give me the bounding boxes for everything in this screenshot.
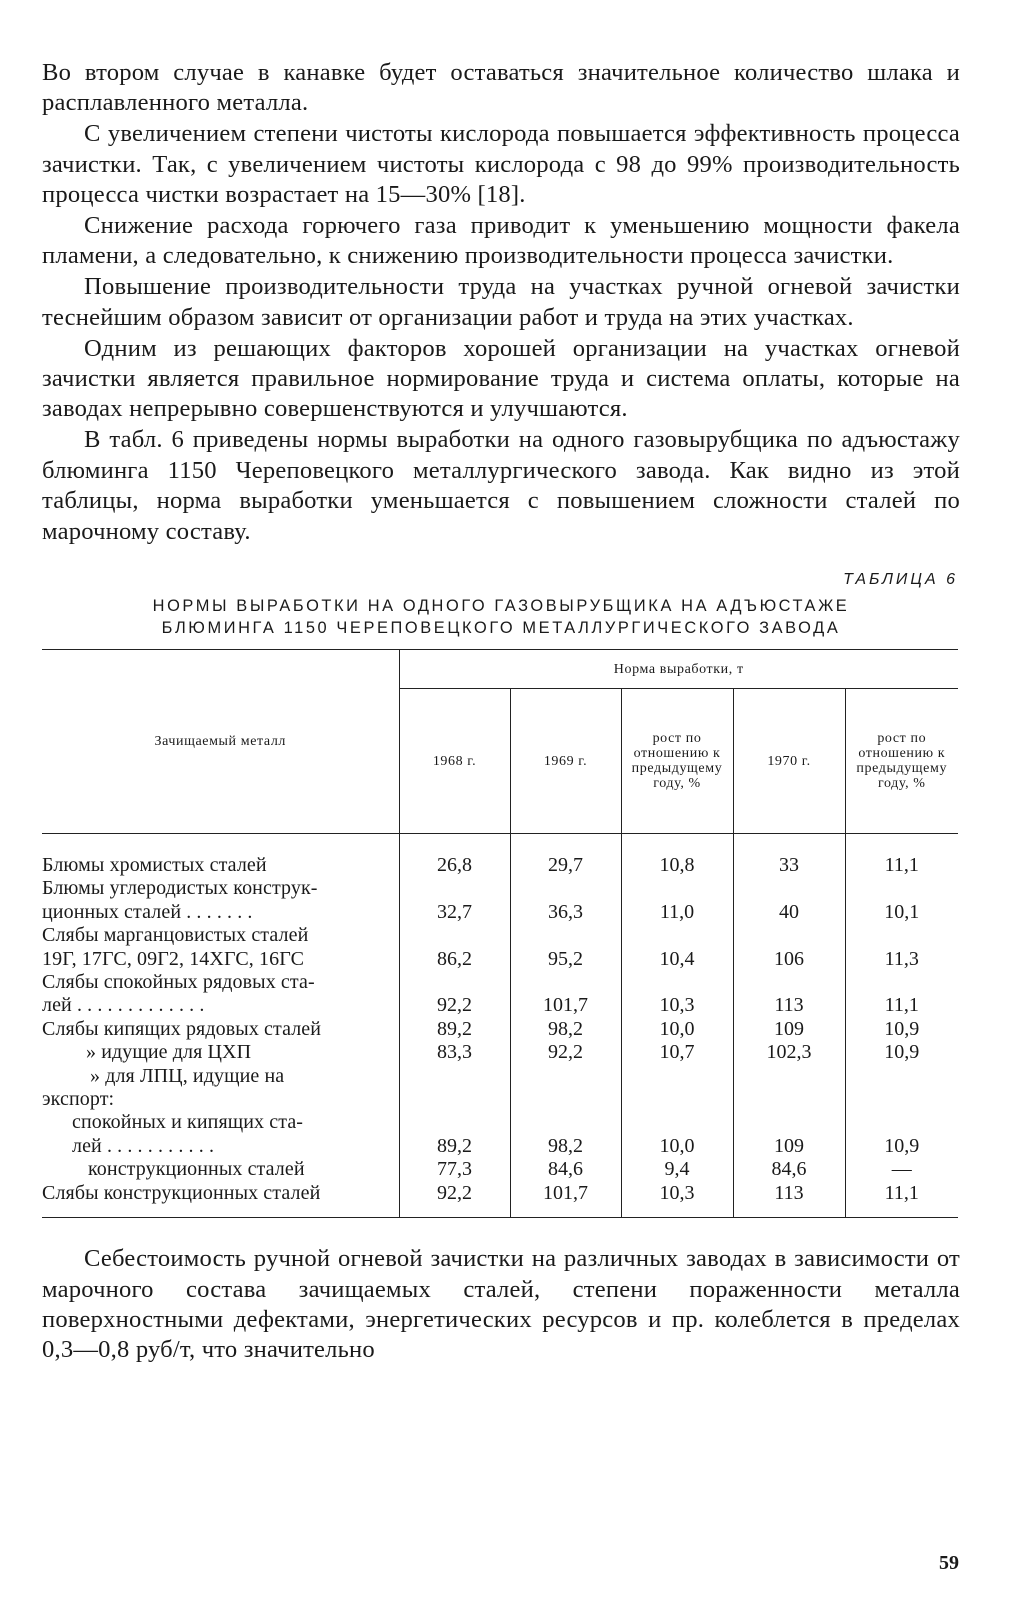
- cell-1968: [399, 1088, 510, 1111]
- cell-1968: 89,2: [399, 1135, 510, 1158]
- cell-1969: [510, 1088, 621, 1111]
- cell-1970: 102,3: [733, 1041, 845, 1064]
- header-metal: Зачищаемый металл: [42, 650, 399, 834]
- cell-growth-2: 11,1: [845, 854, 958, 877]
- row-name: экспорт:: [42, 1088, 115, 1111]
- header-1969: 1969 г.: [510, 689, 621, 834]
- cell-1969: 95,2: [510, 948, 621, 971]
- cell-growth-2: —: [845, 1158, 958, 1181]
- paragraph-5: Одним из решающих факторов хорошей организации на участках огневой зачистки является правильное нормирование труда и система оплаты, которые на заводах непрерывно совершенствуются и улучшаются.: [42, 334, 960, 423]
- cell-growth-1: [621, 1065, 733, 1088]
- table-row: [42, 1135, 958, 1158]
- cell-growth-2: [845, 1088, 958, 1111]
- paragraph-4: Повышение производительности труда на участках ручной огневой зачистки теснейшим образом зависит от организации работ и труда на этих участках.: [42, 273, 960, 331]
- row-name: конструкционных сталей: [88, 1158, 305, 1181]
- cell-growth-1: [621, 877, 733, 900]
- paragraph-6: В табл. 6 приведены нормы выработки на одного газовырубщика по адъюстажу блюминга 1150 Череповецкого металлургического завода. Как видно из этой таблицы, норма выработки уменьшается с повышением сложности сталей по марочному составу.: [42, 426, 960, 545]
- row-name: Блюмы хромистых сталей: [42, 854, 267, 876]
- cell-1970: [733, 1065, 845, 1088]
- table-row: [42, 1018, 958, 1041]
- cell-1969: 101,7: [510, 1182, 621, 1218]
- paragraph-3: Снижение расхода горючего газа приводит к уменьшению мощности факела пламени, а следовательно, к снижению производительности процесса зачистки.: [42, 212, 960, 270]
- paragraph-1: Во втором случае в канавке будет оставаться значительное количество шлака и расплавленного металла.: [42, 59, 960, 117]
- cell-growth-1: 10,4: [621, 948, 733, 971]
- cell-growth-2: [845, 971, 958, 994]
- row-name: Блюмы углеродистых конструк-: [42, 877, 318, 900]
- cell-1970: 109: [733, 1018, 845, 1041]
- cell-1968: 92,2: [399, 994, 510, 1017]
- cell-1969: [510, 924, 621, 947]
- row-name: лей . . . . . . . . . . . . .: [42, 994, 205, 1017]
- cell-1969: [510, 1065, 621, 1088]
- header-growth-2: рост по отношению к предыдущему году, %: [845, 689, 958, 834]
- cell-1970: 40: [733, 901, 845, 924]
- table-row: [42, 971, 958, 994]
- cell-growth-1: [621, 1088, 733, 1111]
- cell-growth-1: 9,4: [621, 1158, 733, 1181]
- row-name: ционных сталей . . . . . . .: [42, 900, 253, 923]
- cell-1969: [510, 971, 621, 994]
- cell-1969: [510, 877, 621, 900]
- paragraph-bottom: Себестоимость ручной огневой зачистки на различных заводах в зависимости от марочного состава зачищаемых сталей, степени пораженности металла поверхностными дефектами, энергетических ресурсов и пр. колеблется в пределах 0,3—0,8 руб/т, что значительно: [42, 1245, 960, 1364]
- paragraph-2: С увеличением степени чистоты кислорода повышается эффективность процесса зачистки. Так, с увеличением чистоты кислорода с 98 до 99% производительность процесса чистки возрастает на 15—30% [18].: [42, 120, 960, 209]
- header-1970: 1970 г.: [733, 689, 845, 834]
- cell-growth-1: 10,3: [621, 994, 733, 1017]
- cell-growth-1: [621, 971, 733, 994]
- cell-1969: 84,6: [510, 1158, 621, 1181]
- header-norm-group: Норма выработки, т: [399, 650, 958, 689]
- cell-1970: [733, 1088, 845, 1111]
- table-title-line-2: БЛЮМИНГА 1150 ЧЕРЕПОВЕЦКОГО МЕТАЛЛУРГИЧЕСКОГО ЗАВОДА: [161, 619, 841, 637]
- cell-growth-1: 10,0: [621, 1135, 733, 1158]
- cell-growth-2: [845, 877, 958, 900]
- cell-1970: 113: [733, 994, 845, 1017]
- cell-1970: [733, 1111, 845, 1134]
- cell-1969: 101,7: [510, 994, 621, 1017]
- cell-1970: 84,6: [733, 1158, 845, 1181]
- cell-1970: 106: [733, 948, 845, 971]
- cell-1969: 29,7: [510, 854, 621, 877]
- cell-1968: 77,3: [399, 1158, 510, 1181]
- cell-1969: 98,2: [510, 1135, 621, 1158]
- cell-growth-2: [845, 1065, 958, 1088]
- cell-growth-2: 11,3: [845, 948, 958, 971]
- cell-growth-1: 10,0: [621, 1018, 733, 1041]
- table-row: [42, 1182, 958, 1218]
- cell-1970: 113: [733, 1182, 845, 1218]
- cell-1968: [399, 877, 510, 900]
- table-row: [42, 1065, 958, 1088]
- cell-growth-2: 10,9: [845, 1041, 958, 1064]
- cell-1968: [399, 924, 510, 947]
- table-row: [42, 948, 958, 971]
- cell-1970: 33: [733, 854, 845, 877]
- cell-1969: 92,2: [510, 1041, 621, 1064]
- cell-1968: 86,2: [399, 948, 510, 971]
- production-norms-table: [42, 649, 958, 1218]
- cell-growth-1: 10,7: [621, 1041, 733, 1064]
- row-name: спокойных и кипящих ста-: [72, 1111, 304, 1134]
- table-row: [42, 1111, 958, 1134]
- cell-1969: 98,2: [510, 1018, 621, 1041]
- cell-growth-2: 11,1: [845, 1182, 958, 1218]
- cell-1970: [733, 924, 845, 947]
- cell-1968: 89,2: [399, 1018, 510, 1041]
- cell-growth-2: 11,1: [845, 994, 958, 1017]
- table-row: [42, 994, 958, 1017]
- cell-growth-1: [621, 924, 733, 947]
- table-label: ТАБЛИЦА 6: [843, 571, 958, 588]
- row-name: Слябы конструкционных сталей: [42, 1181, 321, 1204]
- cell-1970: [733, 877, 845, 900]
- cell-growth-2: 10,1: [845, 901, 958, 924]
- header-growth-1: рост по отношению к предыдущему году, %: [621, 689, 733, 834]
- cell-growth-2: [845, 1111, 958, 1134]
- cell-1968: [399, 971, 510, 994]
- row-name: » для ЛПЦ, идущие на: [90, 1064, 285, 1087]
- table-title-line-1: НОРМЫ ВЫРАБОТКИ НА ОДНОГО ГАЗОВЫРУБЩИКА НА АДЪЮСТАЖЕ: [152, 597, 850, 615]
- cell-growth-2: 10,9: [845, 1135, 958, 1158]
- cell-1968: 26,8: [399, 854, 510, 877]
- cell-1969: 36,3: [510, 901, 621, 924]
- spacer-row: [42, 834, 958, 855]
- cell-1968: [399, 1065, 510, 1088]
- table-row: [42, 1088, 958, 1111]
- cell-growth-1: 10,3: [621, 1182, 733, 1218]
- cell-growth-1: [621, 1111, 733, 1134]
- row-name: Слябы кипящих рядовых сталей: [42, 1017, 322, 1040]
- cell-1968: 92,2: [399, 1182, 510, 1218]
- row-name: лей . . . . . . . . . . .: [72, 1134, 215, 1157]
- row-name: » идущие для ЦХП: [86, 1041, 252, 1064]
- cell-growth-2: 10,9: [845, 1018, 958, 1041]
- table-row: [42, 1158, 958, 1181]
- page-content: [42, 58, 960, 1366]
- table-row: [42, 877, 958, 900]
- table-row: [42, 854, 958, 877]
- header-1968: 1968 г.: [399, 689, 510, 834]
- cell-1970: 109: [733, 1135, 845, 1158]
- table-body: [42, 834, 958, 1218]
- table-row: [42, 924, 958, 947]
- cell-1969: [510, 1111, 621, 1134]
- cell-1968: 32,7: [399, 901, 510, 924]
- cell-1970: [733, 971, 845, 994]
- cell-growth-1: 10,8: [621, 854, 733, 877]
- row-name: 19Г, 17ГС, 09Г2, 14ХГС, 16ГС: [42, 947, 305, 970]
- table-title: [42, 595, 960, 639]
- cell-1968: [399, 1111, 510, 1134]
- page-number: 59: [939, 1552, 959, 1574]
- row-name: Слябы марганцовистых сталей: [42, 924, 309, 947]
- row-name: Слябы спокойных рядовых ста-: [42, 971, 315, 994]
- table-row: [42, 1041, 958, 1064]
- cell-growth-2: [845, 924, 958, 947]
- cell-growth-1: 11,0: [621, 901, 733, 924]
- table-row: [42, 901, 958, 924]
- cell-1968: 83,3: [399, 1041, 510, 1064]
